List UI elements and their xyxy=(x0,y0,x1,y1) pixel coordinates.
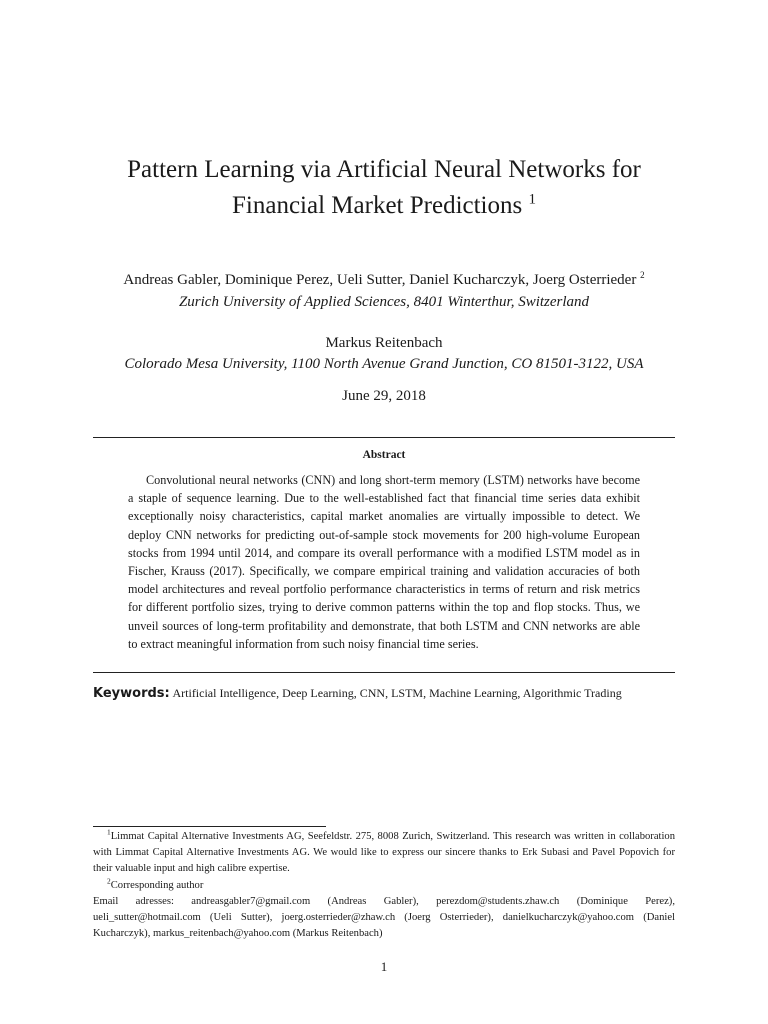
affiliation-1: Zurich University of Applied Sciences, 8401 Winterthur, Switzerland xyxy=(178,294,590,310)
footnote-1-text: Limmat Capital Alternative Investments AG, Seefeldstr. 275, 8008 Zurich, Switzerland. This research was written in collaboration with Limmat Capital Alternative Investments AG. We would like to express our sincere thanks to Erk Subasi and Pavel Popovich for their valuable input and high calibre expertise. xyxy=(93,831,675,875)
abstract-heading: Abstract xyxy=(362,449,406,461)
title-footnote-mark: 1 xyxy=(528,191,536,208)
page-number: 1 xyxy=(380,959,388,974)
title-line-1: Pattern Learning via Artificial Neural Networks for xyxy=(127,156,641,183)
footnote-2-mark: 2 xyxy=(107,876,111,886)
footnote-divider xyxy=(93,826,326,827)
abstract-text: Convolutional neural networks (CNN) and long short-term memory (LSTM) networks have become a staple of sequence learning. Due to the well-established fact that financial time series data exhibit exceptionally noisy characteristics, capital market anomalies are virtually impossible to detect. We deploy CNN networks for predicting out-of-sample stock movements for 200 high-volume European stocks from 1994 until 2014, and compare its overall performance with a modified LSTM model as in Fischer, Krauss (2017). Specifically, we compare empirical training and validation accuracies of both model architectures and reveal portfolio performance characteristics in terms of return and risk metrics for different portfolio sizes, trying to derive common patterns within the top and flop stocks. Thus, we unveil sources of long-term profitability and demonstrate, that both LSTM and CNN networks are able to extract meaningful information from such noisy financial time series. xyxy=(128,473,640,651)
email-addresses: Email adresses: andreasgabler7@gmail.com (Andreas Gabler), perezdom@students.zhaw.ch (Dominique Perez), ueli_sutter@hotmail.com (Ueli Sutter), joerg.osterrieder@zhaw.ch (Joerg Osterrieder), danielkucharczyk@yahoo.com (Daniel Kucharczyk), markus_reitenbach@yahoo.com (Markus Reitenbach) xyxy=(93,895,675,940)
affiliation-2: Colorado Mesa University, 1100 North Avenue Grand Junction, CO 81501-3122, USA xyxy=(124,356,644,372)
footnote-2 xyxy=(93,878,675,894)
footnote-1 xyxy=(93,829,675,878)
keywords-label: Keywords: xyxy=(93,686,170,701)
title-line-2: Financial Market Predictions xyxy=(232,192,523,219)
footnote-1-mark: 1 xyxy=(107,827,111,837)
keywords-text: Artificial Intelligence, Deep Learning, CNN, LSTM, Machine Learning, Algorithmic Trading xyxy=(172,686,622,700)
author-names: Andreas Gabler, Dominique Perez, Ueli Sutter, Daniel Kucharczyk, Joerg Osterrieder xyxy=(123,272,637,288)
paper-title xyxy=(60,152,708,224)
author-footnote-mark: 2 xyxy=(640,270,645,280)
paper-date: June 29, 2018 xyxy=(342,388,426,404)
footnote-2-text: Corresponding author xyxy=(110,879,204,891)
footnotes xyxy=(93,829,675,942)
top-divider xyxy=(93,437,675,438)
bottom-divider xyxy=(93,672,675,673)
author-list xyxy=(40,270,728,290)
second-author: Markus Reitenbach xyxy=(325,335,443,351)
keywords-line xyxy=(93,684,693,703)
